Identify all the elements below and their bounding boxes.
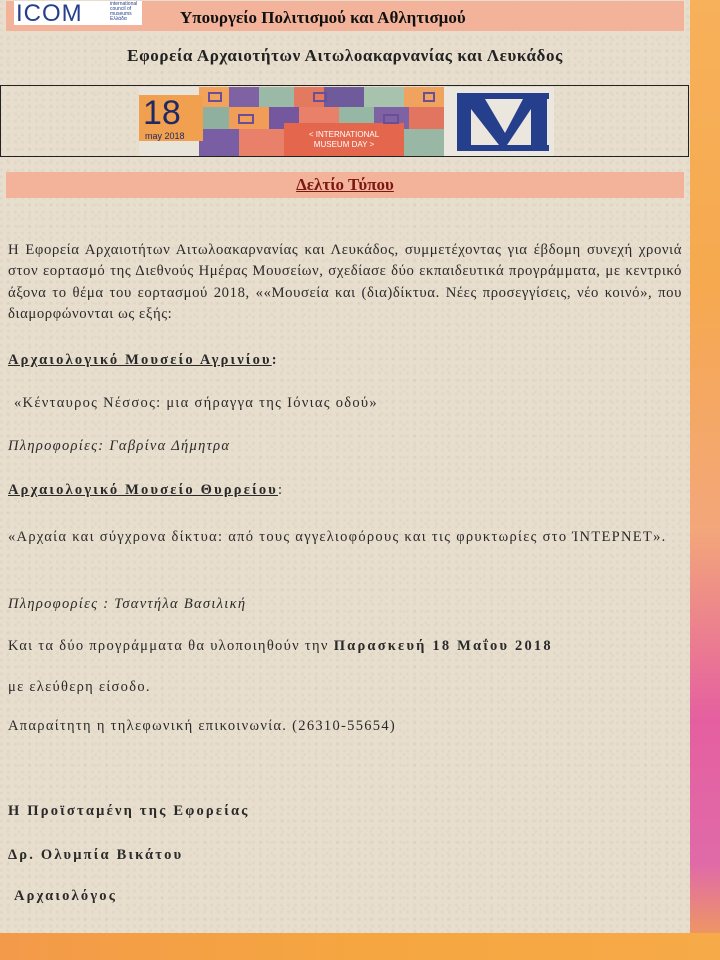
banner-day: 18 — [143, 94, 181, 132]
banner-event-line1: < INTERNATIONAL — [308, 130, 380, 139]
phone-note: Απαραίτητη η τηλεφωνική επικοινωνία. (26310-55654) — [8, 718, 397, 734]
intro-paragraph: Η Εφορεία Αρχαιοτήτων Αιτωλοακαρνανίας και Λευκάδος, συμμετέχοντας για έβδομη συνεχή χρονιά στον εορτασμό της Διεθνούς Ημέρας Μουσείων, σχεδίασε δύο εκπαιδευτικά προγράμματα, με κεντρικό άξονα το θέμα του εορτασμού 2018, ««Μουσεία και (δια)δίκτυα. Νέες προσεγγίσεις, νέο κοινό», που διαμορφώνονται ως εξής: — [8, 242, 682, 322]
schedule-prefix: Και τα δύο προγράμματα θα υλοποιηθούν την — [8, 638, 329, 654]
program-1-title: «Κένταυρος Νέσσος: μια σήραγγα της Ιόνιας οδού» — [14, 395, 378, 411]
free-entry: με ελεύθερη είσοδο. — [8, 679, 151, 695]
program-1-museum-name: Αρχαιολογικό Μουσείο Αγρινίου — [8, 352, 272, 368]
press-release-title: Δελτίο Τύπου — [6, 172, 684, 198]
icom-logo-subtitle: international council of museums Ελλάδα — [110, 1, 138, 22]
program-2-title: «Αρχαία και σύγχρονα δίκτυα: από τους αγγελιοφόρους και τις φρυκτωρίες στο ΊΝΤΕΡΝΕΤ». — [8, 529, 667, 545]
signature-title: Αρχαιολόγος — [14, 888, 118, 904]
ministry-title: Υπουργείο Πολιτισμού και Αθλητισμού — [180, 8, 466, 27]
icom-logo — [14, 1, 142, 25]
schedule-line — [8, 638, 682, 655]
signature-role: Η Προϊσταμένη της Εφορείας — [8, 803, 250, 819]
header-bar — [6, 1, 684, 31]
program-2-museum-name: Αρχαιολογικό Μουσείο Θυρρείου — [8, 482, 279, 498]
program-2-info: Πληροφορίες : Τσαντήλα Βασιλική — [8, 596, 247, 612]
program-1-info: Πληροφορίες: Γαβρίνα Δήμητρα — [8, 438, 231, 454]
museum-day-banner — [139, 87, 554, 156]
icom-logo-text: ICOM — [16, 0, 83, 27]
banner-event-line2: MUSEUM DAY > — [313, 140, 375, 149]
banner-date: may 2018 — [145, 131, 185, 141]
decorative-right-strip — [690, 0, 720, 960]
program-1-museum: Αρχαιολογικό Μουσείο Αγρινίου: — [8, 352, 278, 368]
decorative-bottom-strip — [0, 933, 720, 960]
signature-name: Δρ. Ολυμπία Βικάτου — [8, 847, 184, 863]
banner-graphic — [139, 87, 554, 156]
schedule-date: Παρασκευή 18 Μαΐου 2018 — [333, 638, 553, 654]
ephorate-title: Εφορεία Αρχαιοτήτων Αιτωλοακαρνανίας και Λευκάδος — [127, 46, 563, 65]
program-2-museum: Αρχαιολογικό Μουσείο Θυρρείου: — [8, 482, 284, 498]
